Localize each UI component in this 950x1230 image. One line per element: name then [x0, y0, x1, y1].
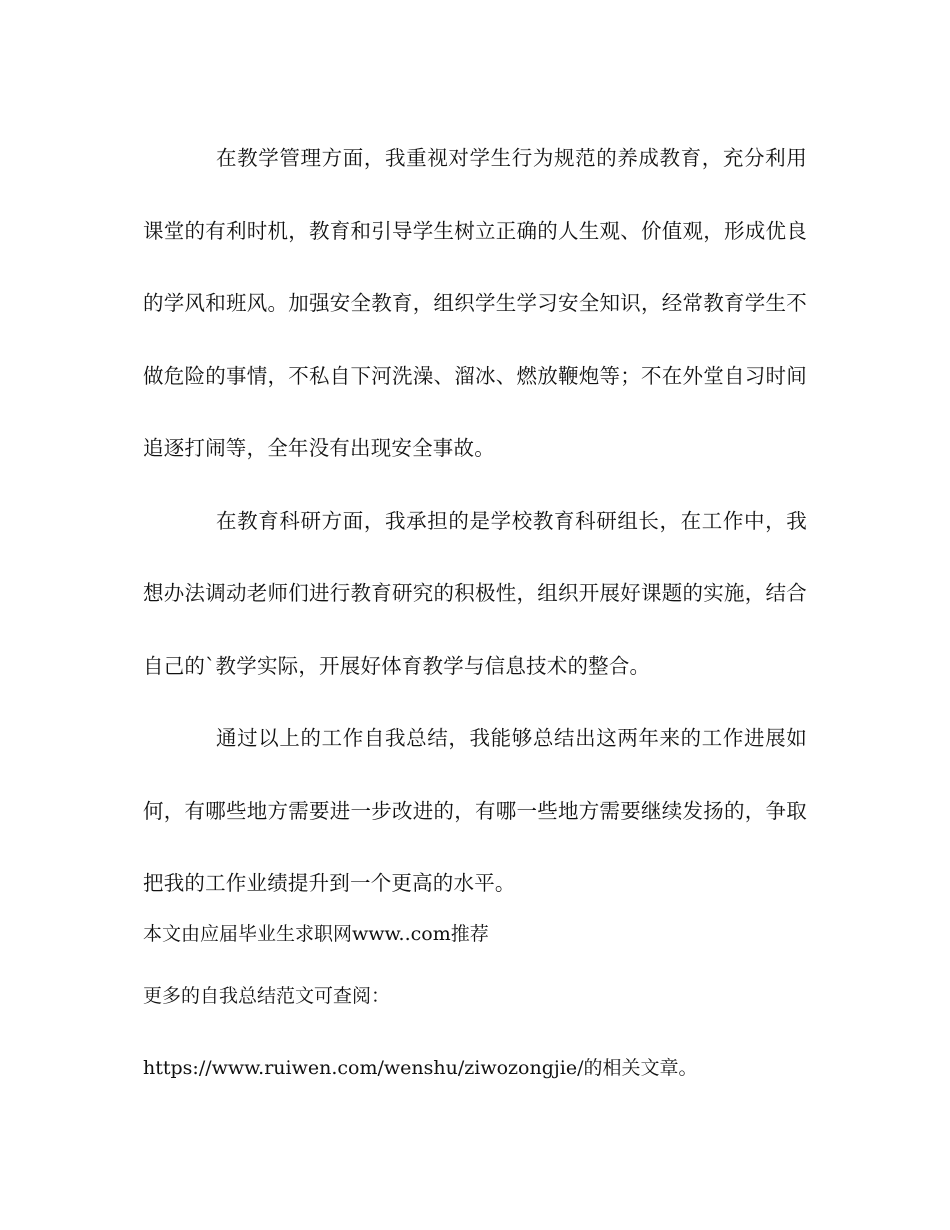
document-page [143, 122, 807, 1104]
source-note: 本文由应届毕业生求职网www..com推荐 [143, 922, 489, 945]
paragraph-teaching-management: 在教学管理方面，我重视对学生行为规范的养成教育，充分利用课堂的有利时机，教育和引导学生树立正确的人生观、价值观，形成优良的学风和班风。加强安全教育，组织学生学习安全知识，经常教育学生不做危险的事情，不私自下河洗澡、溜冰、燃放鞭炮等；不在外堂自习时间追逐打闹等，全年没有出现安全事故。 [143, 146, 807, 460]
paragraph-education-research: 在教育科研方面，我承担的是学校教育科研组长，在工作中，我想办法调动老师们进行教育研究的积极性，组织开展好课题的实施，结合自己的`教学实际，开展好体育教学与信息技术的整合。 [143, 508, 807, 678]
more-articles-note: 更多的自我总结范文可查阅：https://www.ruiwen.com/wenshu/ziwozongjie/的相关文章。 [143, 984, 698, 1079]
paragraph-summary: 通过以上的工作自我总结，我能够总结出这两年来的工作进展如何，有哪些地方需要进一步改进的，有哪一些地方需要继续发扬的，争取把我的工作业绩提升到一个更高的水平。 [143, 726, 807, 895]
